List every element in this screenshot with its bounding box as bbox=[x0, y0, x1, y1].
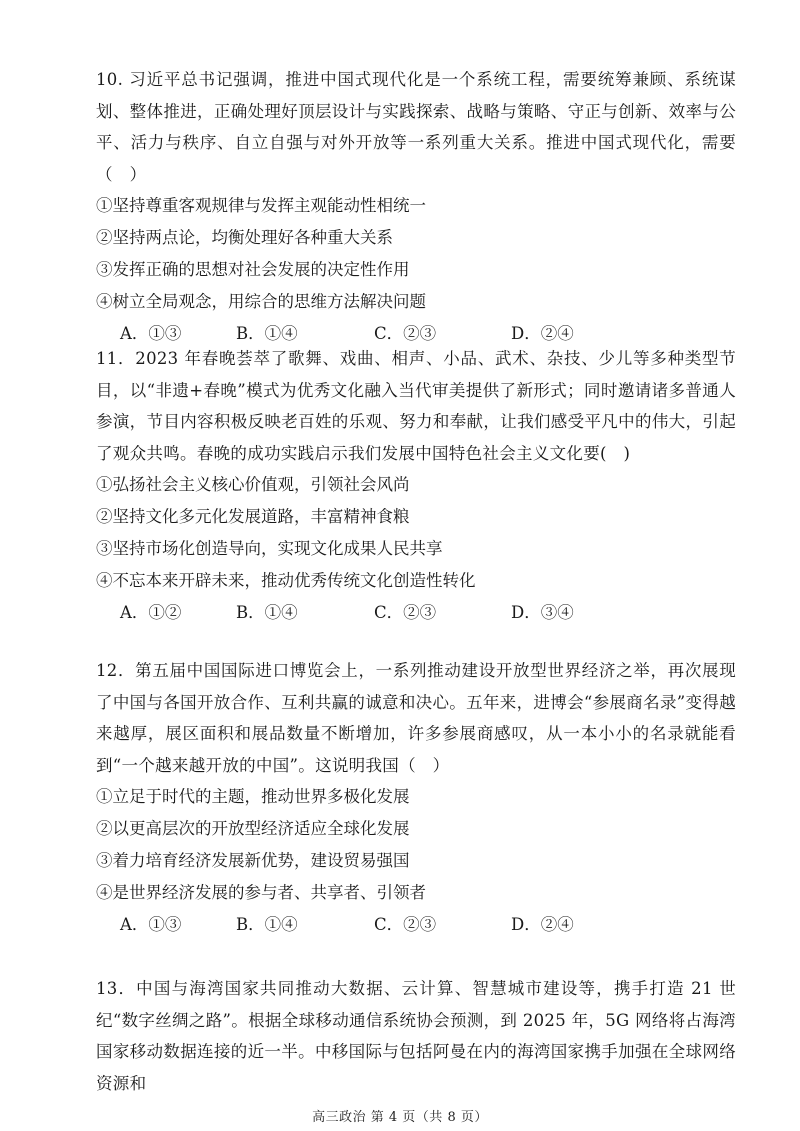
question-stem: 12．第五届中国国际进口博览会上，一系列推动建设开放型世界经济之举，再次展现了中国与各国开放合作、互利共赢的诚意和决心。五年来，进博会“参展商名录”变得越来越厚，展区面积和展品数量不断增加，许多参展商感叹，从一本小小的名录就能看到“一个越来越开放的中国”。这说明我国（ ） bbox=[96, 661, 736, 775]
question-11 bbox=[96, 343, 736, 629]
statement-item: ③坚持市场化创造导向，实现文化成果人民共享 bbox=[96, 539, 443, 558]
choice-c: C．②③ bbox=[374, 603, 437, 622]
choice-d: D．②④ bbox=[511, 324, 574, 343]
question-stem: 13．中国与海湾国家共同推动大数据、云计算、智慧城市建设等，携手打造 21 世纪“数字丝绸之路”。根据全球移动通信系统协会预测，到 2025 年，5G 网络将占海湾国家移动数据连接的近一半。中移国际与包括阿曼在内的海湾国家携手加强在全球网络资源和 bbox=[96, 979, 736, 1093]
choice-d: D．③④ bbox=[511, 603, 574, 622]
choice-b: B．①④ bbox=[236, 603, 298, 622]
choice-a: A．①③ bbox=[120, 324, 182, 343]
choice-a: A．①③ bbox=[120, 915, 182, 934]
question-10 bbox=[96, 64, 736, 350]
choice-c: C．②③ bbox=[374, 915, 437, 934]
statement-item: ④是世界经济发展的参与者、共享者、引领者 bbox=[96, 883, 426, 902]
question-12 bbox=[96, 655, 736, 941]
question-13 bbox=[96, 973, 736, 1099]
choice-c: C．②③ bbox=[374, 324, 437, 343]
statement-item: ③发挥正确的思想对社会发展的决定性作用 bbox=[96, 260, 410, 279]
question-stem: 10. 习近平总书记强调，推进中国式现代化是一个系统工程，需要统筹兼顾、系统谋划、整体推进，正确处理好顶层设计与实践探索、战略与策略、守正与创新、效率与公平、活力与秩序、自立自强与对外开放等一系列重大关系。推进中国式现代化，需要（ ） bbox=[96, 70, 736, 184]
answer-choices bbox=[96, 597, 736, 629]
choice-b: B．①④ bbox=[236, 915, 298, 934]
choice-b: B．①④ bbox=[236, 324, 298, 343]
statement-item: ③着力培育经济发展新优势，建设贸易强国 bbox=[96, 851, 410, 870]
statement-item: ①弘扬社会主义核心价值观，引领社会风尚 bbox=[96, 475, 410, 494]
statement-item: ④不忘本来开辟未来，推动优秀传统文化创造性转化 bbox=[96, 571, 476, 590]
statement-item: ②坚持文化多元化发展道路，丰富精神食粮 bbox=[96, 507, 410, 526]
statement-item: ①立足于时代的主题，推动世界多极化发展 bbox=[96, 787, 410, 806]
page-footer: 高三政治 第 4 页（共 8 页） bbox=[312, 1110, 488, 1125]
statement-item: ①坚持尊重客观规律与发挥主观能动性相统一 bbox=[96, 196, 426, 215]
choice-a: A．①② bbox=[120, 603, 182, 622]
statement-item: ④树立全局观念，用综合的思维方法解决问题 bbox=[96, 292, 426, 311]
statement-item: ②以更高层次的开放型经济适应全球化发展 bbox=[96, 819, 410, 838]
choice-d: D．②④ bbox=[511, 915, 574, 934]
statement-item: ②坚持两点论，均衡处理好各种重大关系 bbox=[96, 228, 393, 247]
question-stem: 11．2023 年春晚荟萃了歌舞、戏曲、相声、小品、武术、杂技、少儿等多种类型节目，以“非遗+春晚”模式为优秀文化融入当代审美提供了新形式；同时邀请诸多普通人参演，节目内容积极反映老百姓的乐观、努力和奉献，让我们感受平凡中的伟大，引起了观众共鸣。春晚的成功实践启示我们发展中国特色社会主义文化要( ) bbox=[96, 349, 736, 463]
answer-choices bbox=[96, 909, 736, 941]
